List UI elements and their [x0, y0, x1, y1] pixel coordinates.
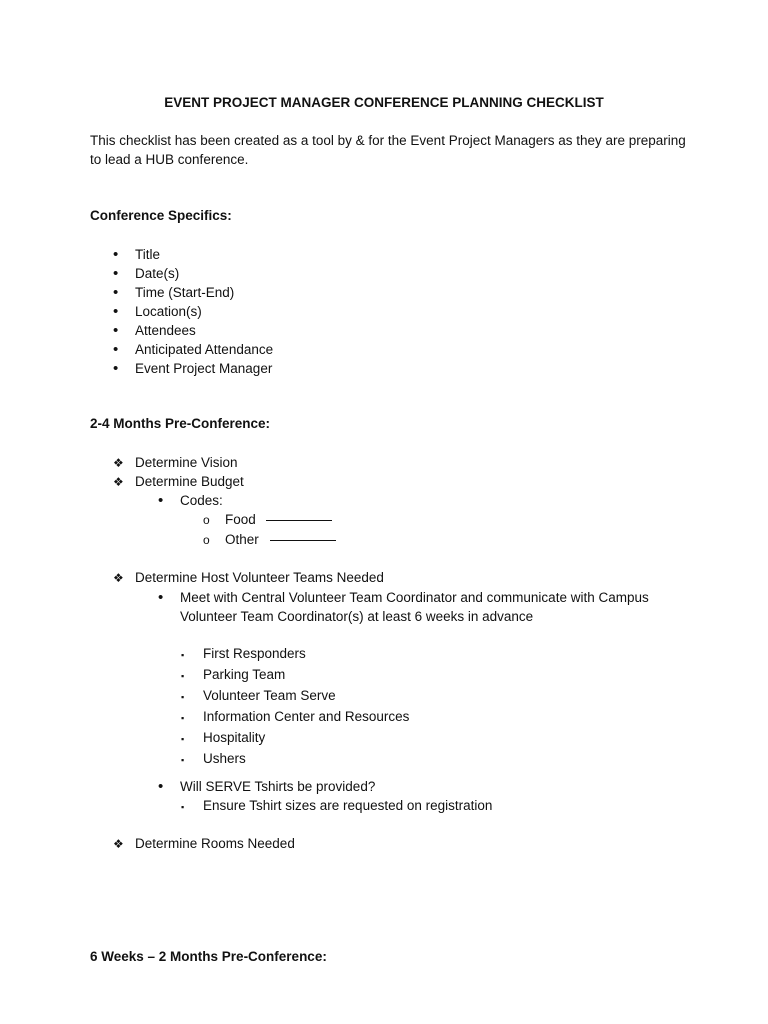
fill-in-blank: [270, 539, 336, 541]
circle-bullet-icon: o: [203, 513, 210, 527]
list-item-codes: • Codes:: [158, 491, 223, 510]
list-item: • Date(s): [113, 264, 273, 283]
bullet-icon: [158, 491, 180, 510]
list-item-tshirt-sizes: ▪ Ensure Tshirt sizes are requested on registration: [181, 796, 492, 817]
list-item: ▪ Ushers: [181, 749, 409, 770]
square-bullet-icon: ▪: [181, 671, 185, 681]
square-bullet-icon: ▪: [181, 692, 185, 702]
bullet-icon: [113, 359, 135, 378]
list-item: • Title: [113, 245, 273, 264]
pre-conference-6w-2m-heading: 6 Weeks – 2 Months Pre-Conference:: [90, 949, 327, 964]
bullet-icon: [158, 777, 180, 796]
list-item: • Attendees: [113, 321, 273, 340]
square-bullet-icon: ▪: [181, 713, 185, 723]
conference-specifics-heading: Conference Specifics:: [90, 208, 232, 223]
document-title: EVENT PROJECT MANAGER CONFERENCE PLANNING CHECKLIST: [164, 95, 604, 110]
square-bullet-icon: ▪: [181, 802, 185, 812]
intro-paragraph: This checklist has been created as a tool by & for the Event Project Managers as they are preparing to lead a HUB conference.: [90, 133, 686, 167]
list-item-code-food: o Food: [203, 510, 332, 530]
list-item: • Time (Start-End): [113, 283, 273, 302]
list-item-meet-coordinator: • Meet with Central Volunteer Team Coordinator and communicate with Campus Volunteer Team Coordinator(s) at least 6 weeks in advance: [158, 588, 680, 626]
diamond-bullet-icon: ❖: [113, 475, 124, 489]
square-bullet-icon: ▪: [181, 650, 185, 660]
list-item-host-teams: ❖ Determine Host Volunteer Teams Needed: [113, 568, 384, 588]
conference-specifics-list: [113, 245, 273, 378]
volunteer-teams-list: [181, 644, 409, 770]
square-bullet-icon: ▪: [181, 755, 185, 765]
list-item-rooms: ❖ Determine Rooms Needed: [113, 834, 295, 854]
list-item: • Event Project Manager: [113, 359, 273, 378]
list-item: ▪ Volunteer Team Serve: [181, 686, 409, 707]
list-item-vision: ❖ Determine Vision: [113, 453, 238, 473]
square-bullet-icon: ▪: [181, 734, 185, 744]
list-item-code-other: o Other: [203, 530, 336, 550]
list-item: ▪ Hospitality: [181, 728, 409, 749]
diamond-bullet-icon: ❖: [113, 456, 124, 470]
list-item: ▪ Parking Team: [181, 665, 409, 686]
bullet-icon: [113, 283, 135, 302]
bullet-icon: [113, 321, 135, 340]
list-item-budget: ❖ Determine Budget: [113, 472, 244, 492]
bullet-icon: [113, 302, 135, 321]
list-item: • Location(s): [113, 302, 273, 321]
bullet-icon: [113, 245, 135, 264]
bullet-icon: [113, 264, 135, 283]
circle-bullet-icon: o: [203, 533, 210, 547]
list-item: • Anticipated Attendance: [113, 340, 273, 359]
list-item-tshirts: • Will SERVE Tshirts be provided?: [158, 777, 375, 796]
list-item: ▪ First Responders: [181, 644, 409, 665]
list-item: ▪ Information Center and Resources: [181, 707, 409, 728]
pre-conference-2-4-heading: 2-4 Months Pre-Conference:: [90, 416, 271, 431]
fill-in-blank: [266, 519, 332, 521]
bullet-icon: [158, 588, 180, 607]
diamond-bullet-icon: ❖: [113, 571, 124, 585]
diamond-bullet-icon: ❖: [113, 837, 124, 851]
bullet-icon: [113, 340, 135, 359]
